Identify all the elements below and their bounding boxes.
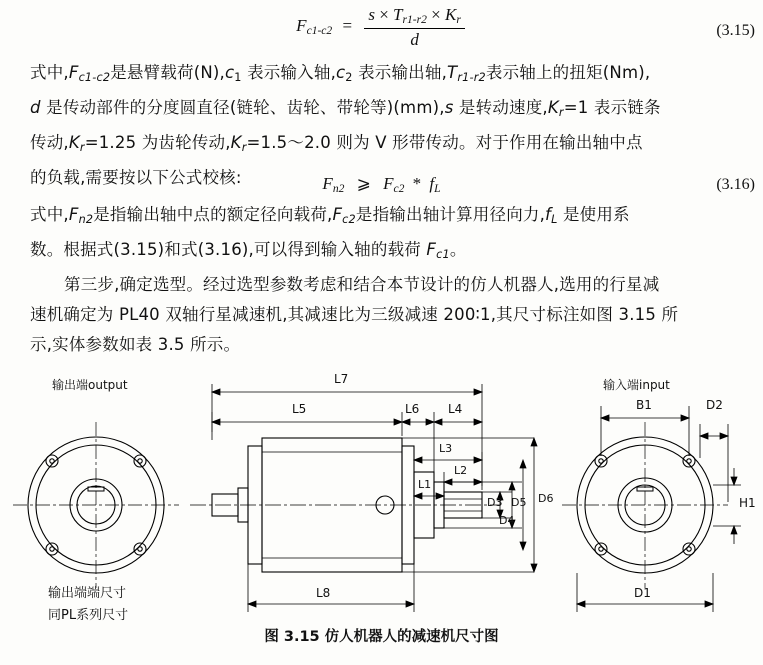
dim-label-L3: L3 [439,442,453,455]
dim-label-D2: D2 [706,398,723,412]
dim-label-D3: D3 [487,496,503,509]
paragraph-1: 式中$,F_{c1-c2}$是悬臂载荷(N),c1 表示输入轴,c2 表示输出轴$,T_{r1-r2}$表示轴上的扭矩(Nm), d 是传动部件的分度圆直径(链轮、齿轮、带轮等)(mm),s 是转动速度$,K_r=1$ 表示链条 传动$,K_r=1.25$ 为齿轮传动$,K_r=1.5\sim 2.0$ 则为 V 形带传动。对于作用在输出轴中点 的负载,需要按以下公式校核: [30,63,661,188]
dim-label-D6: D6 [538,492,554,505]
dim-label-L8: L8 [316,586,331,600]
dim-label-L4: L4 [448,402,463,416]
paragraph-2: 式中$,F_{n2}$是指输出轴中点的额定径向载荷$,F_{c2}$是指输出轴计算用径向力$,f_L$ 是使用系 数。根据式(3.15)和式(3.16),可以得到输入轴的载荷 $F_{c1}$。 第三步,确定选型。经过选型参数考虑和结合本节设计的仿人机器人,选用的行星减 速机确定为 PL40 双轴行星减速机,其减速比为三级减速 200∶1,其尺寸标注如图 3.15 所 示,实体参数如表 3.5 所示。 [30,205,679,355]
figure-3-15 [0,360,763,665]
dim-label-D5: D5 [511,496,527,509]
equation-number-3-15: (3.15) [716,22,755,39]
equation-3-15: $F_{c1-c2}$ = $\frac{s \times T_{r1-r2} \times K_r}{d}$ (3.15) [296,5,755,49]
dim-label-B1: B1 [636,398,652,412]
label-input-end: 输入端input [603,378,670,392]
dim-label-L5: L5 [292,402,307,416]
note-output-dim-1: 输出端端尺寸 [48,586,127,601]
figure-caption: 图 3.15 仿人机器人的减速机尺寸图 [264,629,499,645]
note-output-dim-2: 同PL系列尺寸 [48,608,129,623]
dim-label-H1: H1 [739,496,756,510]
equation-number-3-16: (3.16) [716,176,755,193]
dim-label-L7: L7 [334,372,349,386]
dim-label-L1: L1 [418,478,432,491]
label-output-end: 输出端output [52,378,128,392]
dim-label-D1: D1 [634,586,651,600]
dim-label-L2: L2 [454,464,468,477]
equation-3-16: $F_{n2}$ ⩾ $F_{c2} * f_L$ (3.16) [322,174,755,196]
dim-label-L6: L6 [405,402,420,416]
dim-label-D4: D4 [499,514,515,527]
